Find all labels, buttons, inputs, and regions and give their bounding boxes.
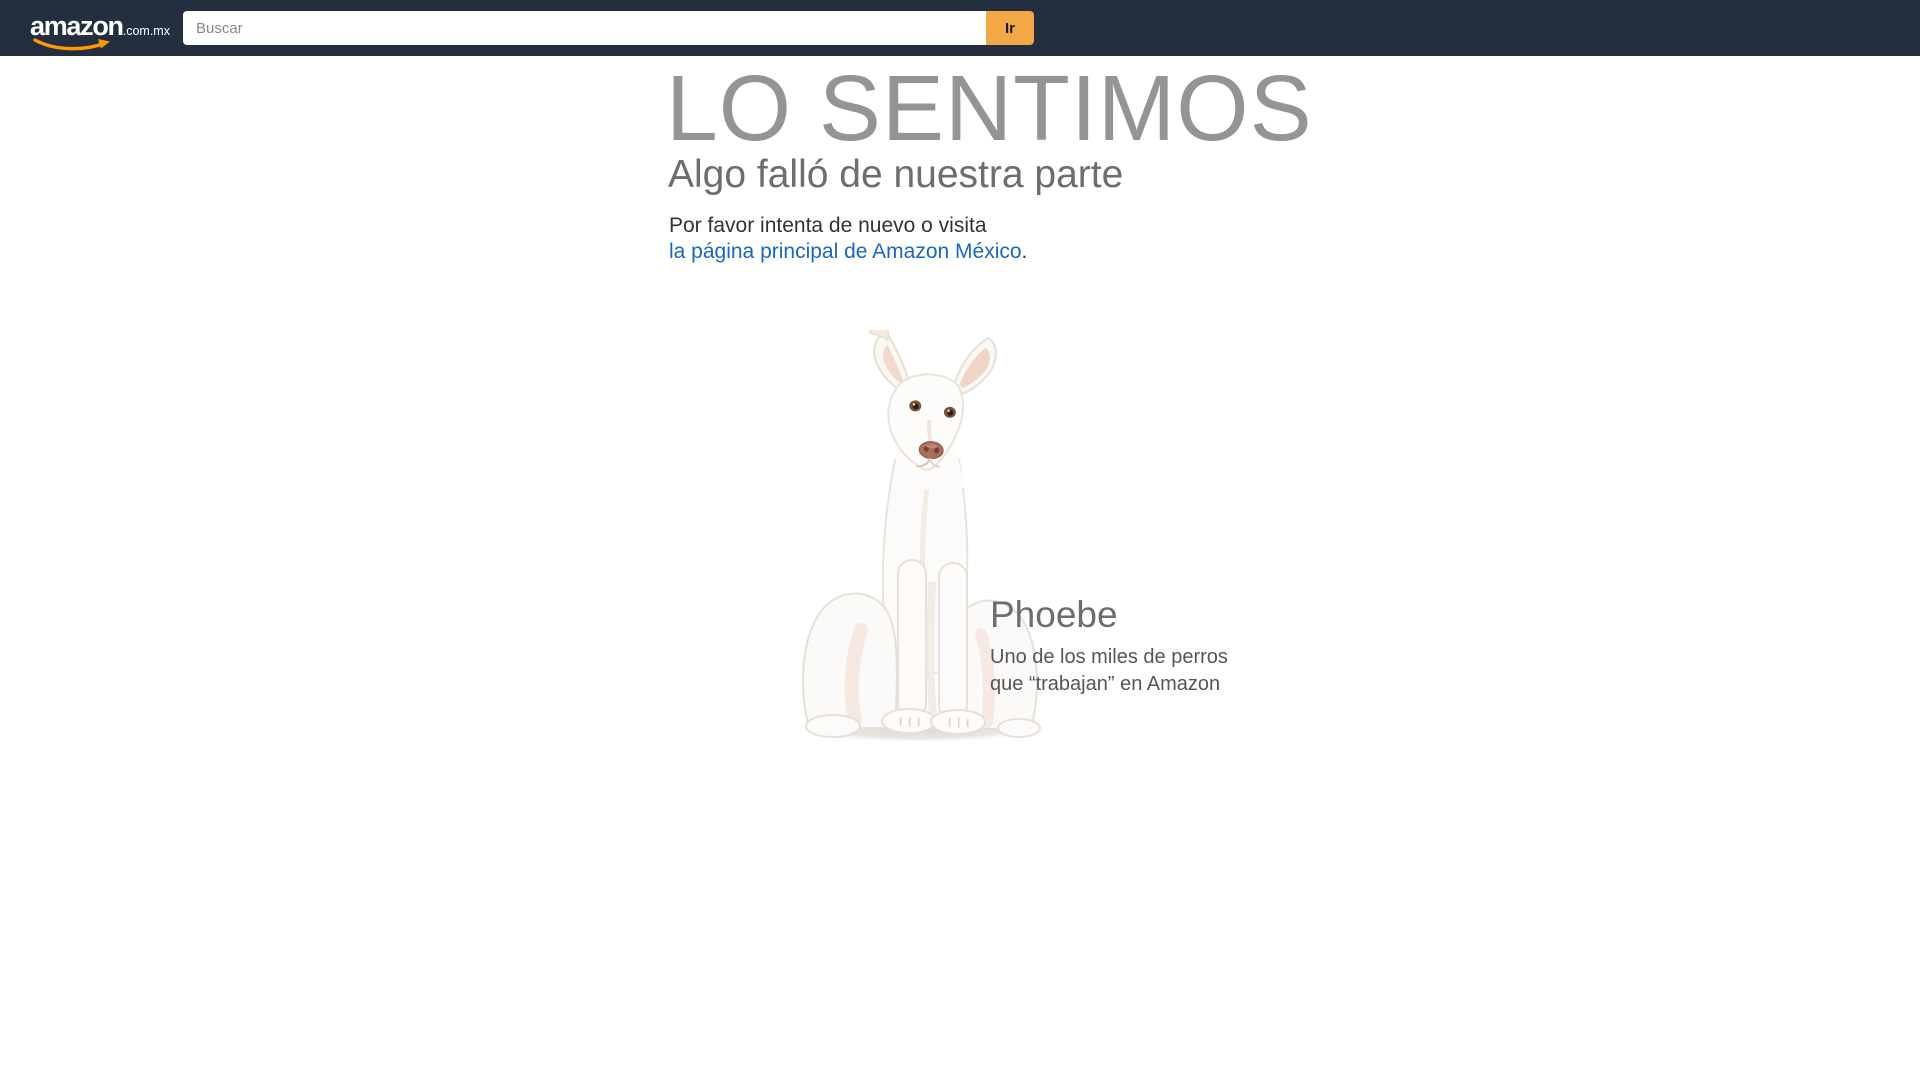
amazon-logo-text: amazon bbox=[30, 11, 123, 41]
amazon-logo[interactable] bbox=[30, 11, 170, 49]
amazon-logo-domain-suffix: .com.mx bbox=[122, 24, 170, 38]
retry-message: Por favor intenta de nuevo o visita bbox=[669, 214, 987, 237]
home-link-line bbox=[669, 239, 1027, 264]
link-period: . bbox=[1021, 240, 1028, 263]
dog-figure bbox=[765, 328, 1365, 758]
search-input[interactable] bbox=[183, 11, 986, 45]
dog-caption bbox=[990, 594, 1228, 698]
top-nav-bar bbox=[0, 0, 1920, 56]
caption-line-1: Uno de los miles de perros bbox=[990, 645, 1228, 668]
caption-line-2: que “trabajan” en Amazon bbox=[990, 672, 1221, 695]
page-subtitle: Algo falló de nuestra parte bbox=[668, 153, 1124, 196]
amazon-home-link[interactable]: la página principal de Amazon México bbox=[669, 240, 1022, 263]
search-go-button[interactable]: Ir bbox=[986, 11, 1034, 45]
amazon-smile-icon bbox=[33, 37, 115, 53]
page-title: LO SENTIMOS bbox=[666, 56, 1313, 160]
dog-name: Phoebe bbox=[990, 594, 1118, 635]
search-form bbox=[183, 11, 1034, 45]
